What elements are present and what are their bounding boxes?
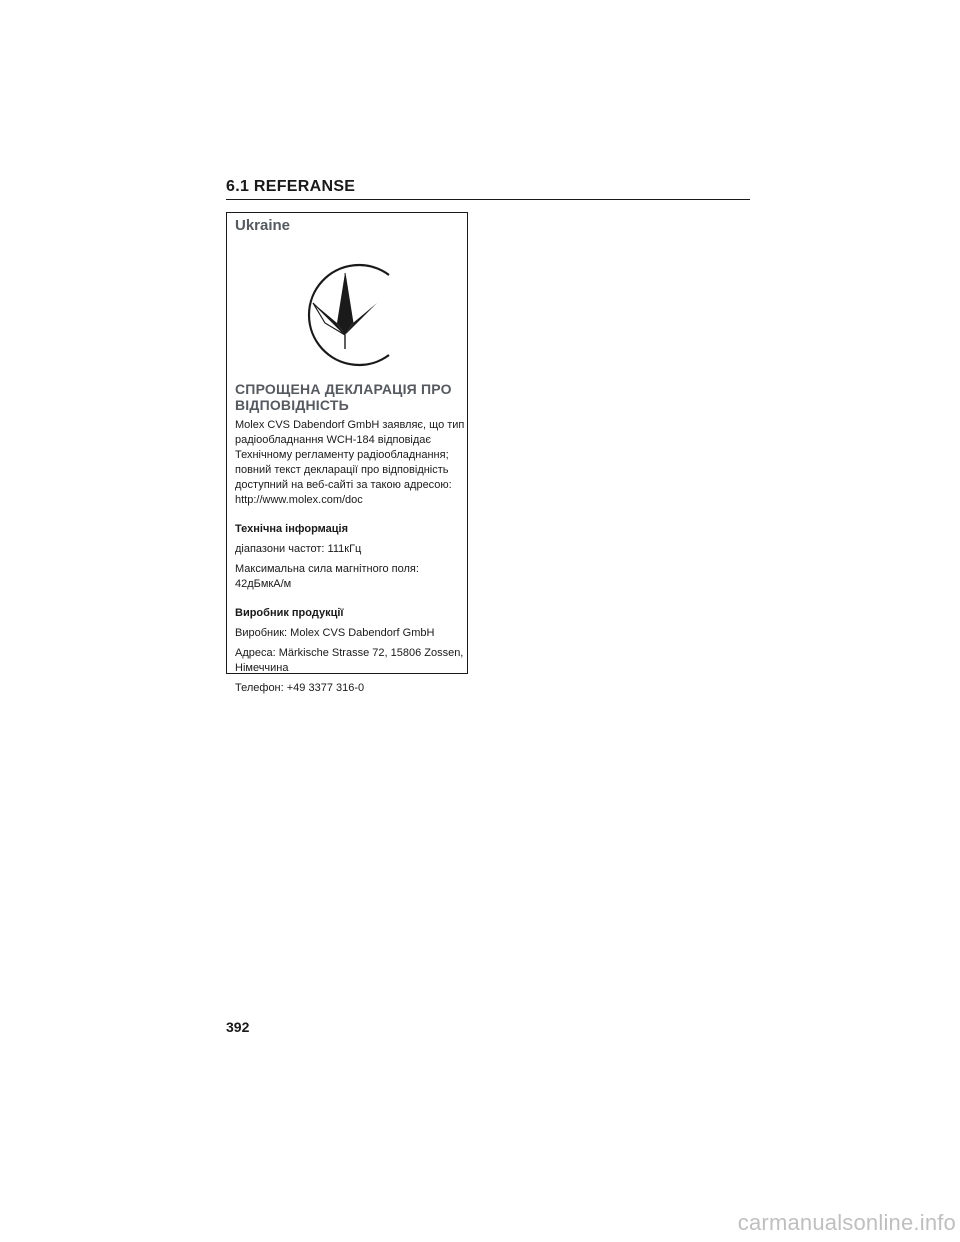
- magnetic-field-value: 42дБмкА/м: [235, 578, 292, 590]
- declaration-text-line: повний текст декларації про відповідність: [235, 464, 449, 476]
- magnetic-field: [235, 562, 463, 592]
- manufacturer: Виробник: Molex CVS Dabendorf GmbH: [235, 627, 435, 639]
- address: [235, 646, 463, 676]
- declaration-text-line: Технічному регламенту радіообладнання;: [235, 449, 449, 461]
- magnetic-field-line: Максимальна сила магнітного поля:: [235, 563, 419, 575]
- tech-info-heading: Технічна інформація: [235, 523, 348, 535]
- declaration-content: [235, 381, 463, 696]
- declaration-heading: [235, 381, 463, 413]
- frequency-range: діапазони частот: 111кГц: [235, 543, 362, 555]
- phone: Телефон: +49 3377 316-0: [235, 682, 365, 694]
- declaration-box: [226, 212, 468, 694]
- declaration-text: [235, 418, 463, 508]
- declaration-heading-line: СПРОЩЕНА ДЕКЛАРАЦІЯ ПРО: [235, 381, 452, 397]
- watermark: carmanualsonline.info: [737, 1210, 956, 1235]
- ukrsepro-mark-icon: [289, 259, 401, 371]
- section-header: [226, 177, 750, 200]
- section-title: 6.1 REFERANSE: [226, 178, 356, 195]
- manufacturer-heading: Виробник продукції: [235, 607, 344, 619]
- declaration-text-line: доступний на веб-сайті за такою адресою:: [235, 479, 452, 491]
- declaration-heading-line: ВІДПОВІДНІСТЬ: [235, 397, 349, 413]
- address-line: Адреса: Märkische Strasse 72, 15806 Zossen,: [235, 647, 464, 659]
- country-title: Ukraine: [235, 217, 291, 234]
- declaration-text-line: Molex CVS Dabendorf GmbH заявляє, що тип: [235, 419, 465, 431]
- declaration-text-line: радіообладнання WCH-184 відповідає: [235, 434, 432, 446]
- page-number: 392: [226, 1019, 250, 1035]
- declaration-url: http://www.molex.com/doc: [235, 494, 363, 506]
- address-line: Німеччина: [235, 662, 289, 674]
